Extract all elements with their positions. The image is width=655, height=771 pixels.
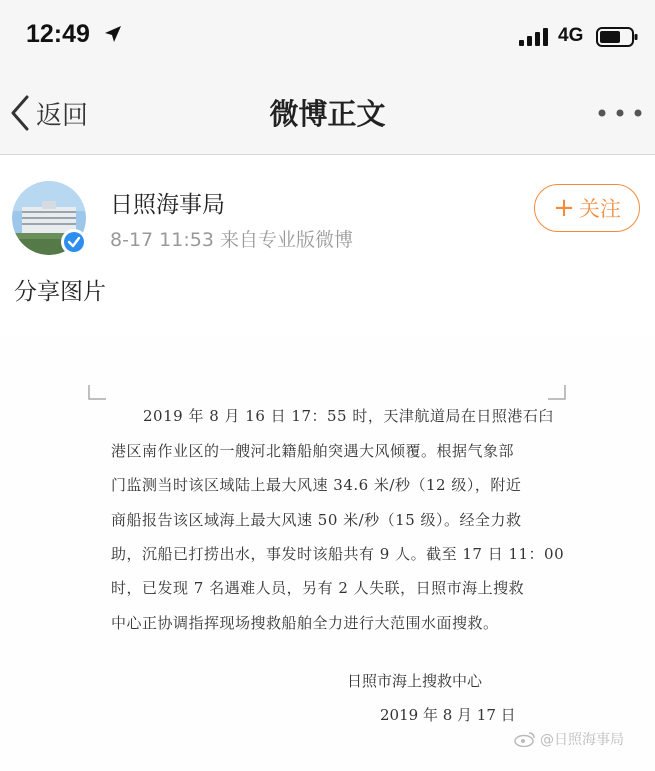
- post-meta: 8-17 11:53 来自专业版微博: [110, 229, 353, 251]
- weibo-logo-icon: [514, 731, 536, 747]
- doc-line: 港区南作业区的一艘河北籍船舶突遇大风倾覆。根据气象部: [111, 442, 515, 460]
- verified-check-icon: [63, 231, 85, 253]
- doc-date: 2019 年 8 月 17 日: [380, 706, 516, 724]
- doc-line: 时，已发现 7 名遇难人员，另有 2 人失联，日照市海上搜救: [111, 579, 525, 597]
- status-time: 12:49: [26, 20, 90, 48]
- crop-mark-top-left: [88, 385, 108, 401]
- follow-button[interactable]: [534, 184, 640, 232]
- watermark-text: @日照海事局: [540, 732, 624, 748]
- verified-badge: [61, 229, 87, 255]
- network-type: 4G: [558, 25, 584, 46]
- crop-mark-top-right: [546, 385, 566, 401]
- more-dots-icon[interactable]: [598, 108, 642, 118]
- author-name[interactable]: 日照海事局: [110, 192, 225, 218]
- page-title: 微博正文: [269, 97, 386, 131]
- battery-icon: [596, 27, 638, 47]
- doc-line: 2019 年 8 月 16 日 17：55 时，天津航道局在日照港石臼: [143, 407, 554, 425]
- watermark: [514, 729, 624, 749]
- post-text: 分享图片: [14, 279, 106, 305]
- doc-line: 商船报告该区域海上最大风速 50 米/秒（15 级）。经全力救: [111, 511, 522, 529]
- doc-line: 门监测当时该区域陆上最大风速 34.6 米/秒（12 级），附近: [111, 476, 522, 494]
- status-bar: [0, 0, 655, 72]
- plus-icon: +: [553, 193, 575, 223]
- post-image[interactable]: [0, 335, 655, 771]
- signal-bars-icon: [519, 28, 551, 46]
- doc-line: 助，沉船已打捞出水，事发时该船共有 9 人。截至 17 日 11：00: [111, 545, 565, 563]
- back-label: 返回: [36, 100, 89, 131]
- doc-signature: 日照市海上搜救中心: [347, 672, 483, 690]
- doc-line: 中心正协调指挥现场搜救船舶全力进行大范围水面搜救。: [111, 614, 499, 632]
- location-arrow-icon: [104, 25, 122, 43]
- follow-label: 关注: [578, 197, 621, 221]
- nav-bar: [0, 72, 655, 155]
